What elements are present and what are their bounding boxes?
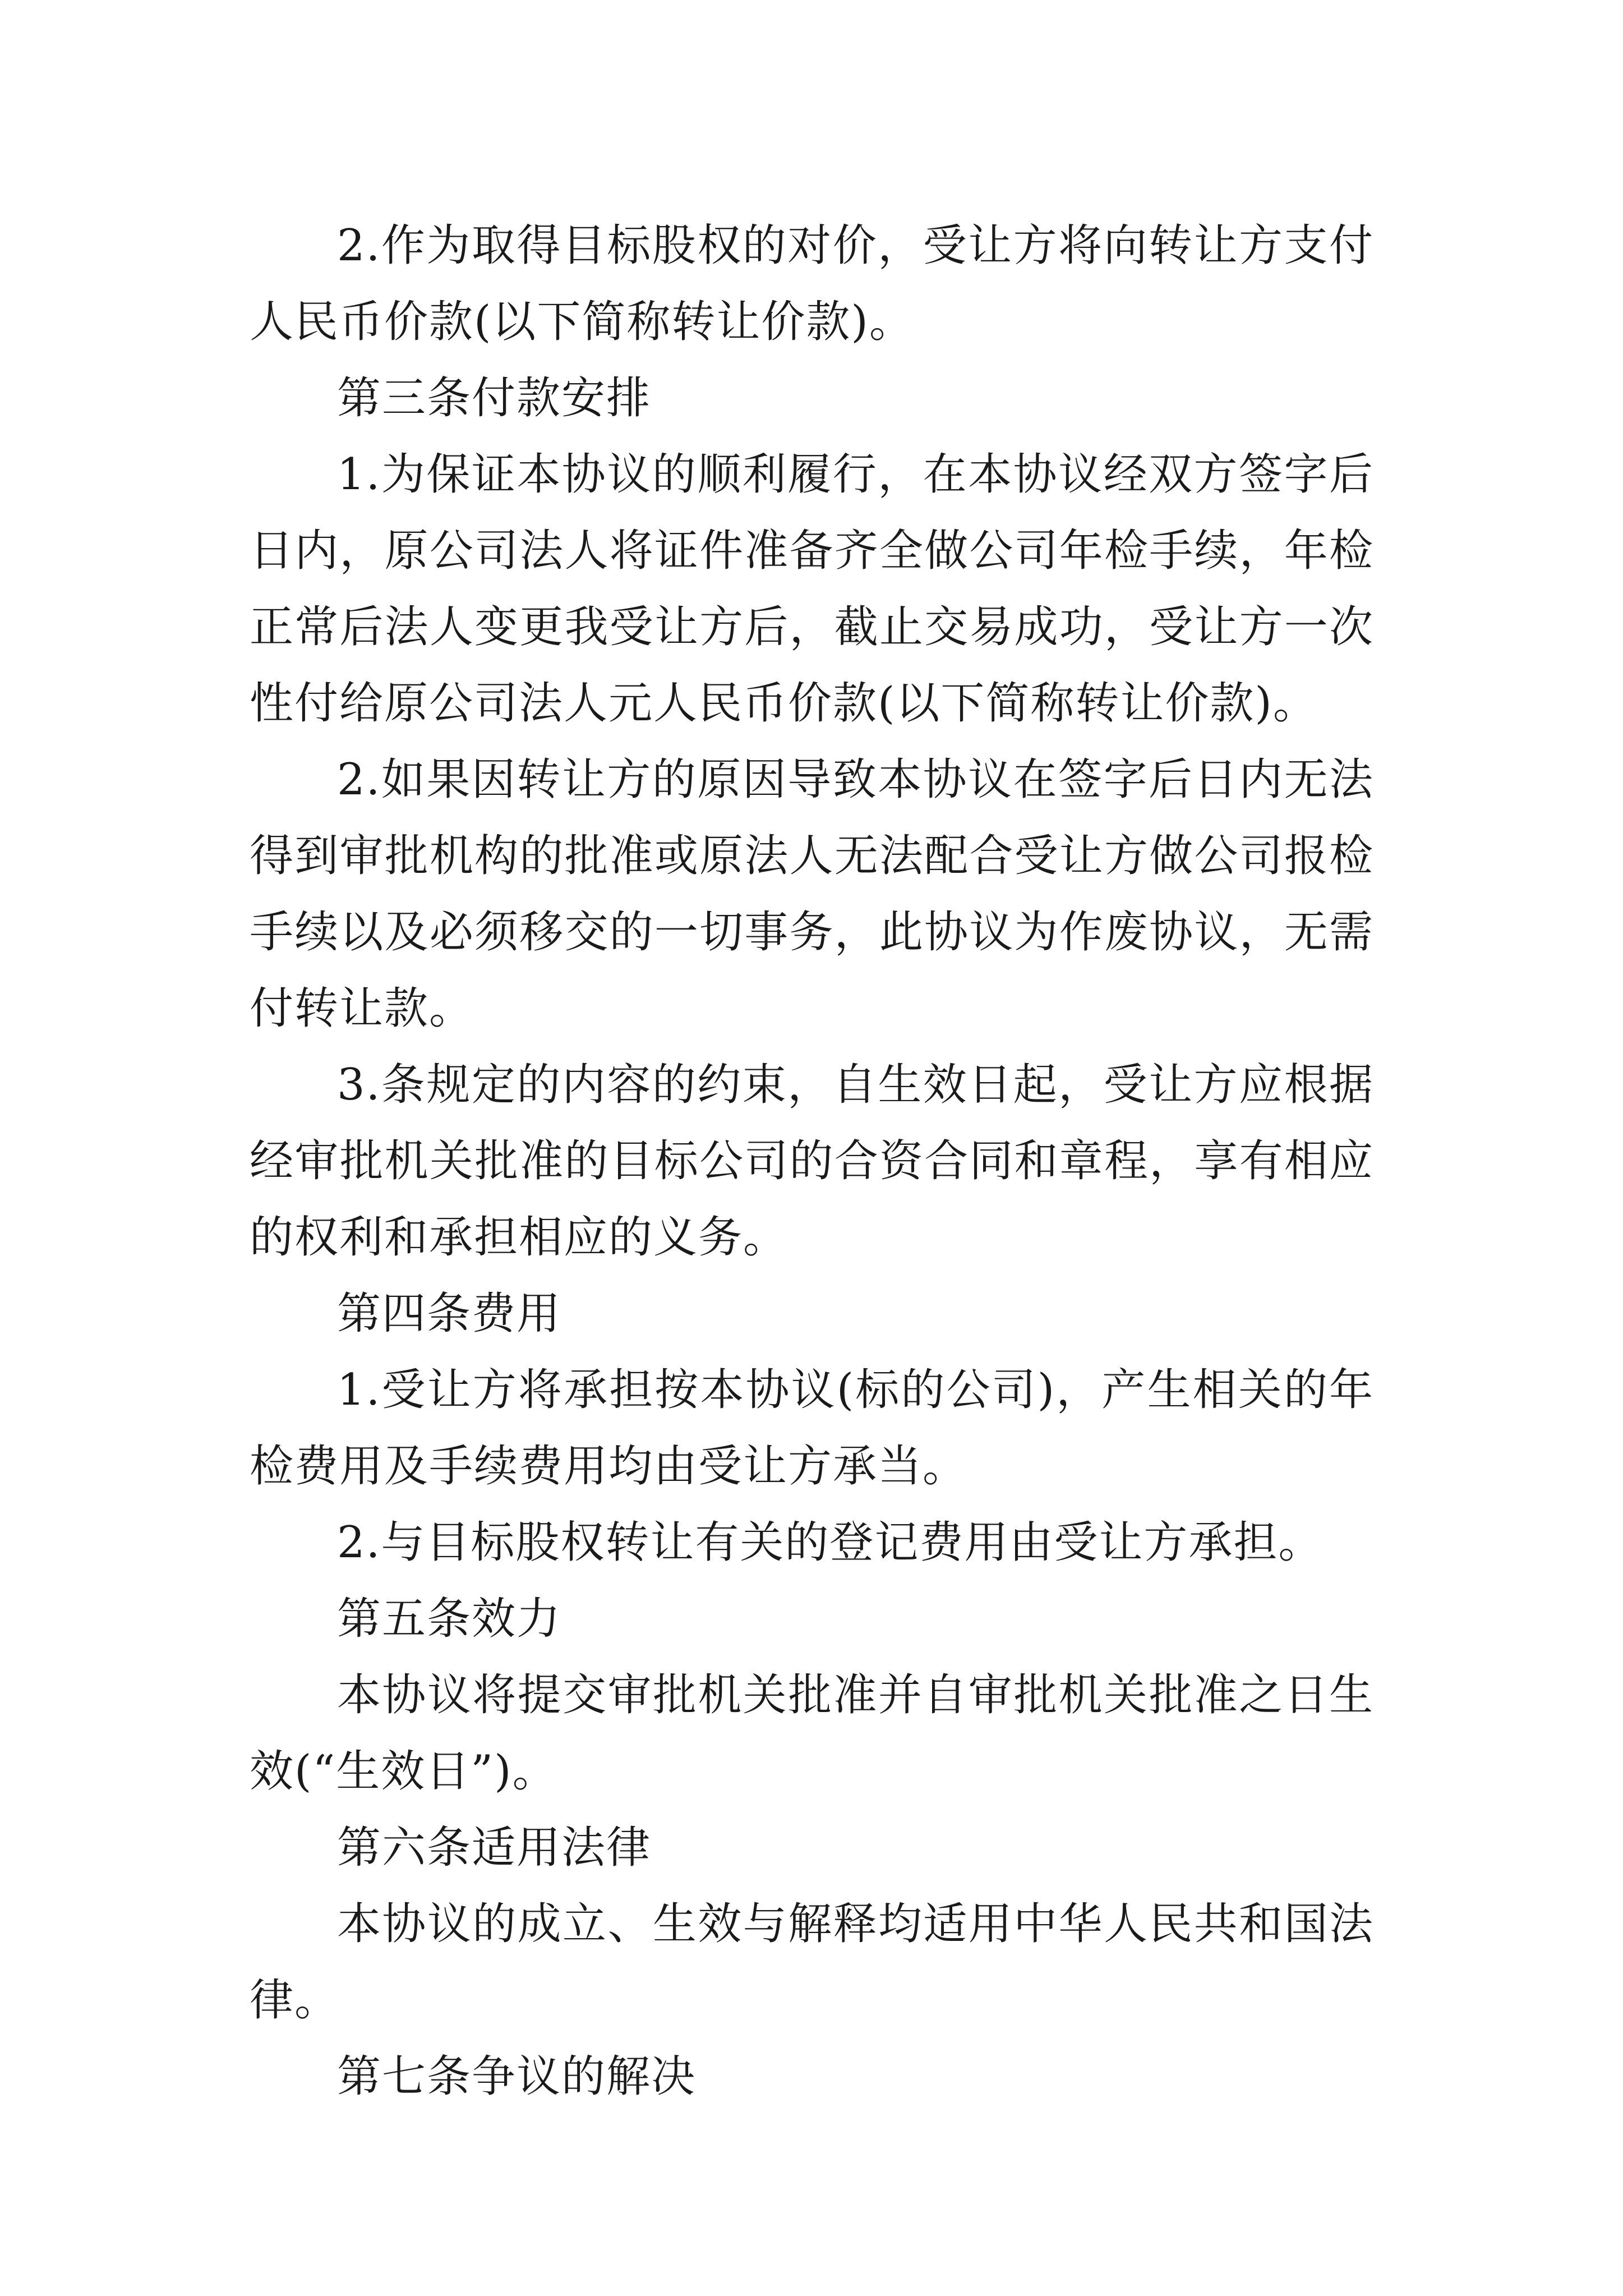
heading-article-4-fees: 第四条费用	[337, 1289, 562, 1339]
paragraph-payment-1: 1.为保证本协议的顺利履行，在本协议经双方签字后日内，原公司法人将证件准备齐全做公司年检手续，年检正常后法人变更我受让方后，截止交易成功，受让方一次性付给原公司法人元人民币价款(以下简称转让价款)。	[250, 449, 1374, 729]
heading-article-7-disputes: 第七条争议的解决	[337, 2051, 697, 2102]
paragraph-payment-3: 3.条规定的内容的约束，自生效日起，受让方应根据经审批机关批准的目标公司的合资合同和章程，享有相应的权利和承担相应的义务。	[250, 1060, 1374, 1263]
paragraph-effect: 本协议将提交审批机关批准并自审批机关批准之日生效(“生效日”)。	[250, 1670, 1374, 1797]
paragraph-law: 本协议的成立、生效与解释均适用中华人民共和国法律。	[250, 1899, 1374, 2026]
paragraph-fees-2: 2.与目标股权转让有关的登记费用由受让方承担。	[337, 1517, 1324, 1568]
heading-article-5-effect: 第五条效力	[337, 1594, 562, 1644]
document-body	[250, 208, 1374, 2115]
heading-article-3-payment: 第三条付款安排	[337, 373, 652, 424]
paragraph-fees-1: 1.受让方将承担按本协议(标的公司)，产生相关的年检费用及手续费用均由受让方承当。	[250, 1365, 1374, 1492]
paragraph-payment-2: 2.如果因转让方的原因导致本协议在签字后日内无法得到审批机构的批准或原法人无法配合受让方做公司报检手续以及必须移交的一切事务，此协议为作废协议，无需付转让款。	[250, 754, 1374, 1034]
heading-article-6-law: 第六条适用法律	[337, 1823, 652, 1873]
paragraph-consideration: 2.作为取得目标股权的对价，受让方将向转让方支付人民币价款(以下简称转让价款)。	[250, 220, 1374, 347]
